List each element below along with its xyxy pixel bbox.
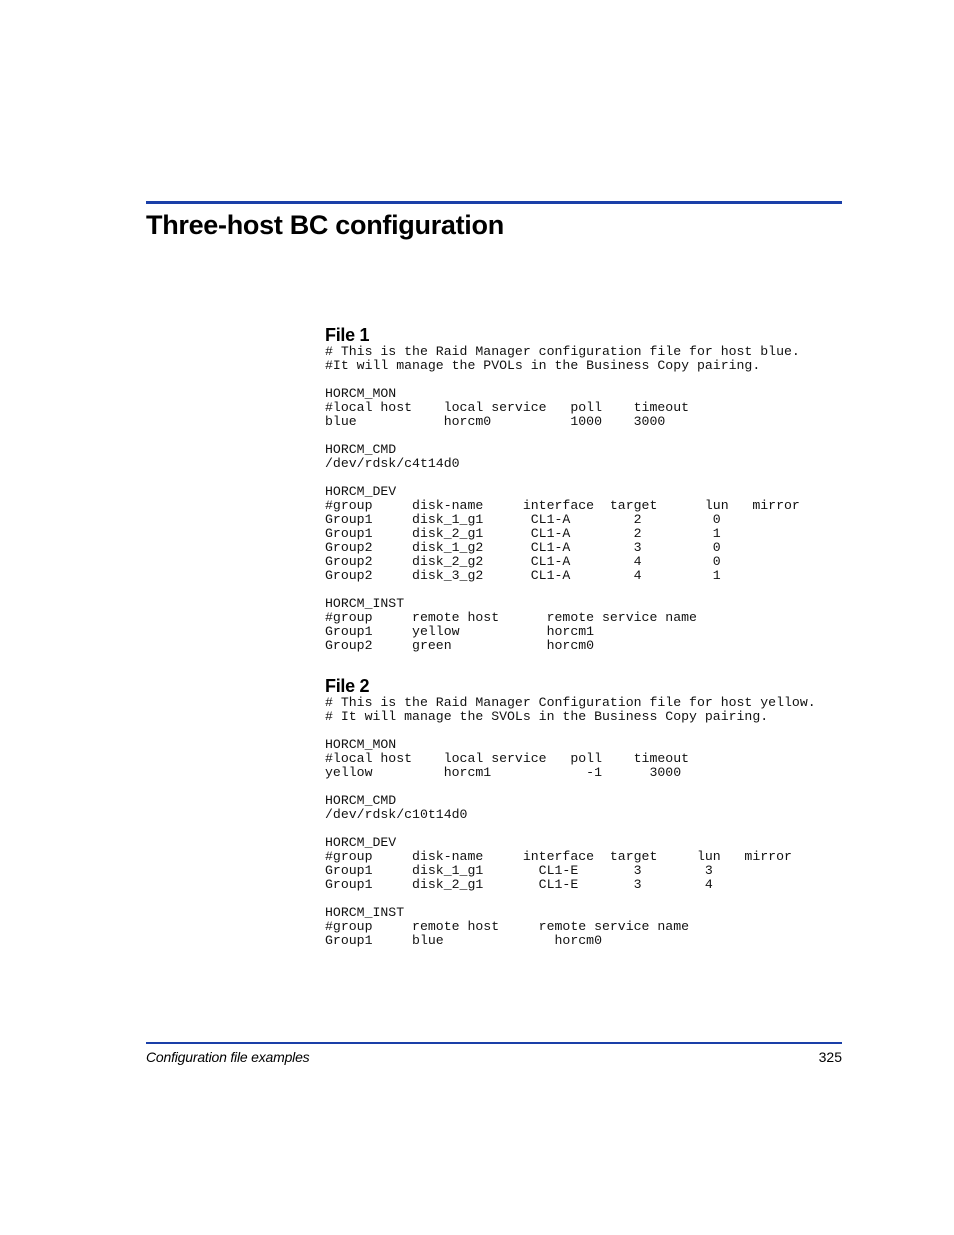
page-number: 325 bbox=[818, 1049, 842, 1065]
file-2-section bbox=[325, 676, 816, 948]
file-2-heading: File 2 bbox=[325, 676, 370, 696]
file-1-section bbox=[325, 325, 800, 653]
footer-rule bbox=[146, 1042, 842, 1044]
file-1-code-block: # This is the Raid Manager configuration file for host blue. #It will manage the PVOLs in the Business Copy pairing. HORCM_MON #local host local service poll timeout blue horcm0 1000 3000 HORCM_CMD /dev/rdsk/c4t14d0 HORCM_DEV #group disk-name interface target lun mirror Group1 disk_1_g1 CL1-A 2 0 Group1 disk_2_g1 CL1-A 2 1 Group2 disk_1_g2 CL1-A 3 0 Group2 disk_2_g2 CL1-A 4 0 Group2 disk_3_g2 CL1-A 4 1 HORCM_INST #group remote host remote service name Group1 yellow horcm1 Group2 green horcm0 bbox=[325, 344, 800, 653]
file-1-heading: File 1 bbox=[325, 325, 370, 345]
title-rule bbox=[146, 201, 842, 204]
page-title: Three-host BC configuration bbox=[146, 210, 504, 240]
file-2-code-block: # This is the Raid Manager Configuration file for host yellow. # It will manage the SVOLs in the Business Copy pairing. HORCM_MON #local host local service poll timeout yellow horcm1 -1 3000 HORCM_CMD /dev/rdsk/c10t14d0 HORCM_DEV #group disk-name interface target lun mirror Group1 disk_1_g1 CL1-E 3 3 Group1 disk_2_g1 CL1-E 3 4 HORCM_INST #group remote host remote service name Group1 blue horcm0 bbox=[325, 695, 816, 948]
footer-section-label: Configuration file examples bbox=[146, 1049, 310, 1065]
